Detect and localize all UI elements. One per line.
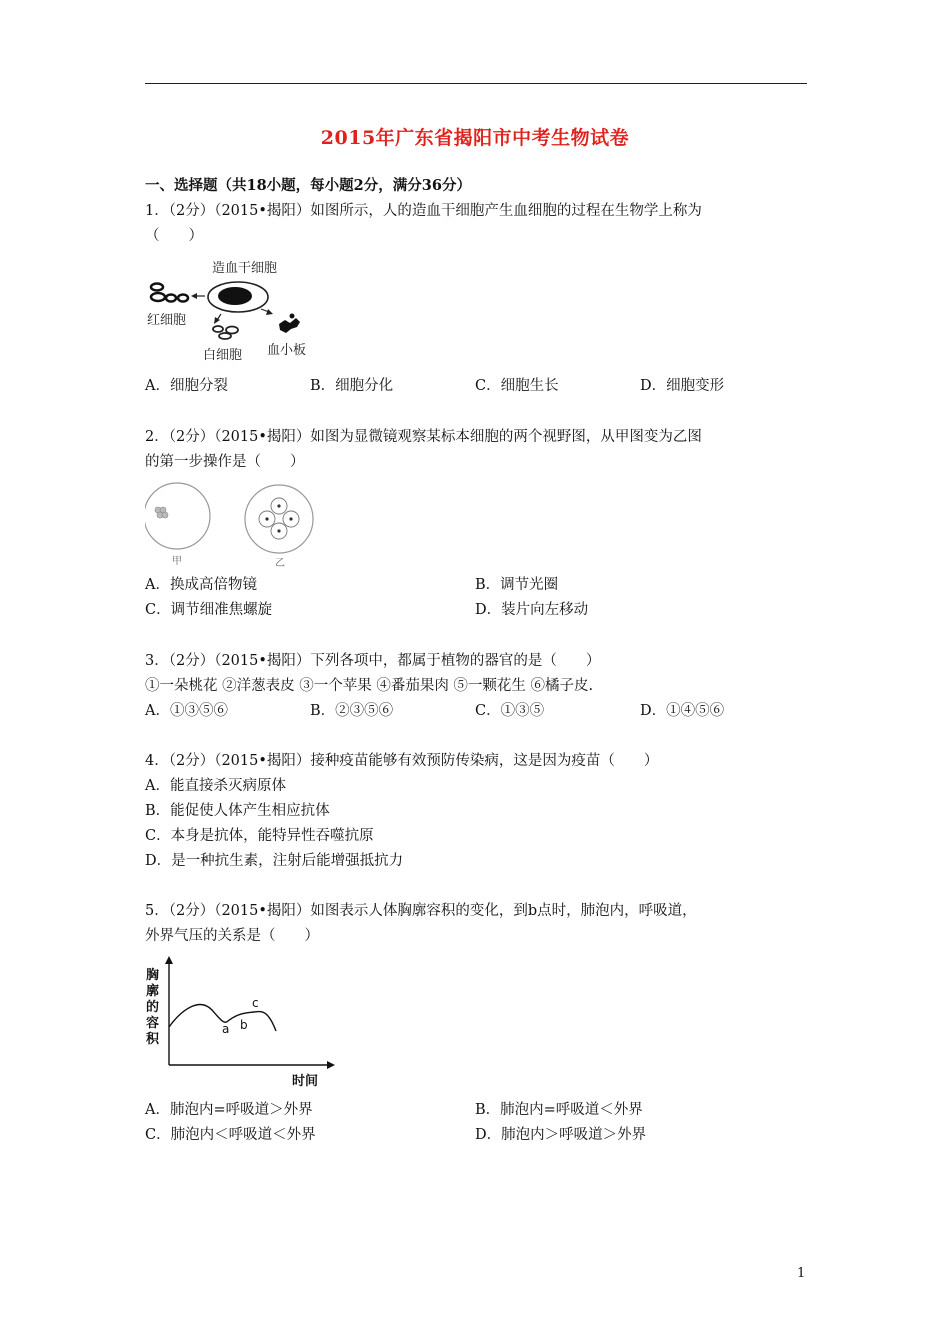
question-3-option-a[interactable]: A．①③⑤⑥ [145,703,228,719]
question-2-option-a[interactable]: A．换成高倍物镜 [145,577,257,593]
question-5-option-c[interactable]: C．肺泡内＜呼吸道＜外界 [145,1127,316,1143]
section-heading: 一、选择题（共18小题，每小题2分，满分36分） [145,177,471,194]
red-cell [178,295,188,302]
field-of-view-jia [145,483,210,549]
question-3-items: ①一朵桃花 ②洋葱表皮 ③一个苹果 ④番茄果肉 ⑤一颗花生 ⑥橘子皮. [145,678,594,694]
question-3-stem: 3．（2分）（2015•揭阳）下列各项中，都属于植物的器官的是（ ） [145,653,601,669]
question-1-option-c[interactable]: C．细胞生长 [475,378,559,394]
question-2-figure [145,482,325,568]
question-2-option-c[interactable]: C．调节细准焦螺旋 [145,602,273,618]
question-1-stem-cont: （ ） [145,228,203,244]
question-1-option-a[interactable]: A．细胞分裂 [145,378,228,394]
red-cell [151,293,165,301]
point-a-label: a [222,1022,230,1036]
question-4-option-b[interactable]: B．能促使人体产生相应抗体 [145,803,330,819]
question-4-option-d[interactable]: D．是一种抗生素，注射后能增强抵抗力 [145,853,404,869]
stem-cell-nucleus [218,287,252,305]
white-cell [213,326,223,332]
question-1-stem: 1．（2分）（2015•揭阳）如图所示，人的造血干细胞产生血细胞的过程在生物学上称为 [145,203,702,219]
question-5-option-d[interactable]: D．肺泡内＞呼吸道＞外界 [475,1127,647,1143]
red-cell [151,284,163,291]
question-5-stem-cont: 外界气压的关系是（ ） [145,928,319,944]
question-2-stem-cont: 的第一步操作是（ ） [145,454,305,470]
question-3-option-d[interactable]: D．①④⑤⑥ [640,703,725,719]
page-number: 1 [797,1266,806,1281]
question-5-stem: 5．（2分）（2015•揭阳）如图表示人体胸廓容积的变化，到b点时，肺泡内，呼吸道， [145,903,697,919]
question-1-figure [145,258,325,366]
question-4-option-c[interactable]: C．本身是抗体，能特异性吞噬抗原 [145,828,374,844]
y-axis-label-char: 容 [146,1016,160,1031]
y-axis-label-char: 胸 [146,968,160,983]
label-stem-cell: 造血干细胞 [212,261,278,276]
question-2-option-b[interactable]: B．调节光圈 [475,577,559,593]
field-of-view-yi [245,485,313,553]
label-white-cell: 白细胞 [203,348,243,363]
platelet [279,318,300,333]
label-jia: 甲 [172,556,182,567]
question-4-stem: 4．（2分）（2015•揭阳）接种疫苗能够有效预防传染病，这是因为疫苗（ ） [145,753,659,769]
question-5-figure [142,955,342,1091]
page-title: 2015年广东省揭阳市中考生物试卷 [320,127,630,149]
label-yi: 乙 [275,558,285,568]
question-2-option-d[interactable]: D．装片向左移动 [475,602,589,618]
question-1-option-b[interactable]: B．细胞分化 [310,378,394,394]
y-axis-label-char: 积 [146,1032,160,1047]
point-b-label: b [240,1018,248,1032]
point-c-label: c [252,996,259,1010]
label-red-cell: 红细胞 [147,313,187,328]
white-cell [219,333,231,339]
y-axis-label-char: 廓 [146,984,160,999]
y-axis-label-char: 的 [146,1000,160,1015]
label-platelet: 血小板 [267,343,307,358]
red-cell [166,295,176,302]
question-1-option-d[interactable]: D．细胞变形 [640,378,725,394]
x-axis-label: 时间 [292,1074,319,1089]
question-5-option-a[interactable]: A．肺泡内=呼吸道＞外界 [145,1102,313,1118]
question-2-stem: 2．（2分）（2015•揭阳）如图为显微镜观察某标本细胞的两个视野图，从甲图变为乙图 [145,429,702,445]
question-4-option-a[interactable]: A．能直接杀灭病原体 [145,778,286,794]
question-5-option-b[interactable]: B．肺泡内=呼吸道＜外界 [475,1102,643,1118]
question-3-option-c[interactable]: C．①③⑤ [475,703,545,719]
question-3-option-b[interactable]: B．②③⑤⑥ [310,703,394,719]
header-rule [145,83,807,84]
